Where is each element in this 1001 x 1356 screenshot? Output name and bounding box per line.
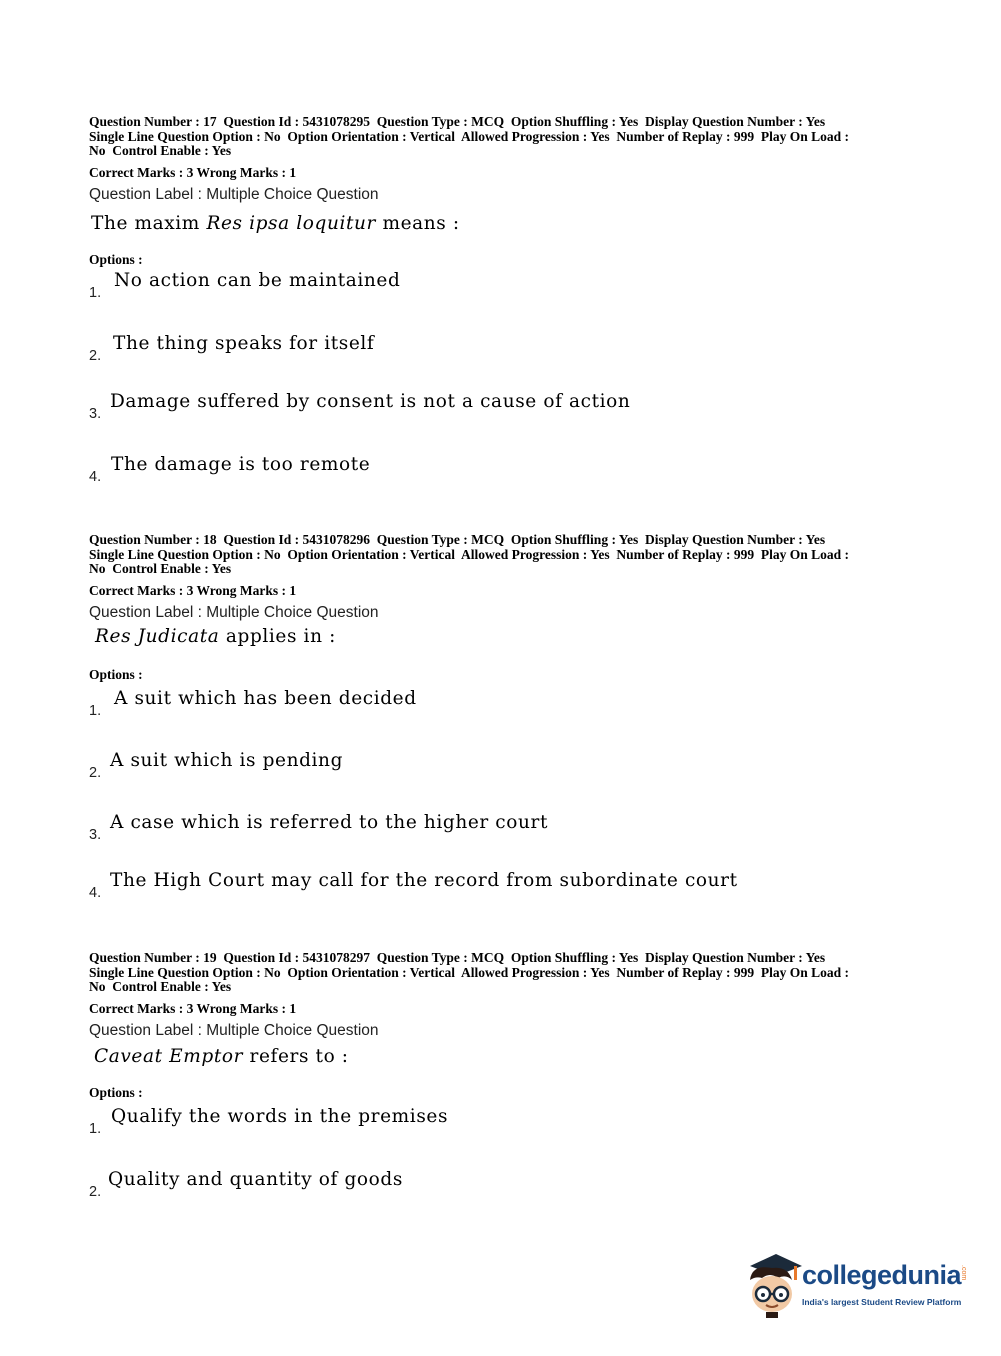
- question-stem: The maxim Res ipsa loquitur means :: [91, 212, 460, 234]
- option-number: 2.: [89, 1184, 102, 1200]
- logo-tagline: India's largest Student Review Platform: [802, 1297, 962, 1307]
- option-number: 1.: [89, 285, 102, 301]
- option-text: Damage suffered by consent is not a cause of action: [110, 391, 631, 412]
- question-meta: Question Number : 19 Question Id : 5431078297 Question Type : MCQ Option Shuffling : Yes Display Question Number : Yes Single Line Question Option : No Option Orientation : Vertical Allowed Progression : Yes Number of Replay : 999 Play On Load : No Control Enable : Yes: [89, 950, 850, 995]
- question-meta: Question Number : 17 Question Id : 5431078295 Question Type : MCQ Option Shuffling : Yes Display Question Number : Yes Single Line Question Option : No Option Orientation : Vertical Allowed Progression : Yes Number of Replay : 999 Play On Load : No Control Enable : Yes: [89, 114, 850, 159]
- option-number: 3.: [89, 827, 102, 843]
- option-number: 2.: [89, 348, 102, 364]
- options-title: Options :: [89, 251, 143, 267]
- option-number: 4.: [89, 885, 102, 901]
- question-block-18: [89, 533, 949, 683]
- option-text: No action can be maintained: [114, 270, 401, 291]
- option-number: 1.: [89, 703, 102, 719]
- option-text: A case which is referred to the higher court: [110, 812, 548, 833]
- logo-wordmark: collegedunia: [802, 1260, 962, 1290]
- option-text: The thing speaks for itself: [113, 333, 375, 354]
- collegedunia-logo[interactable]: [742, 1250, 972, 1320]
- question-marks: Correct Marks : 3 Wrong Marks : 1: [89, 582, 297, 598]
- option-number: 2.: [89, 765, 102, 781]
- option-number: 4.: [89, 469, 102, 485]
- question-label: Question Label : Multiple Choice Question: [89, 1021, 379, 1039]
- question-label: Question Label : Multiple Choice Question: [89, 185, 379, 203]
- option-text: A suit which has been decided: [114, 688, 417, 709]
- option-text: The High Court may call for the record from subordinate court: [110, 870, 738, 891]
- question-marks: Correct Marks : 3 Wrong Marks : 1: [89, 1000, 297, 1016]
- question-marks: Correct Marks : 3 Wrong Marks : 1: [89, 164, 297, 180]
- mascot-icon: [742, 1250, 804, 1320]
- options-title: Options :: [89, 1084, 143, 1100]
- question-stem: Res Judicata applies in :: [95, 625, 336, 647]
- option-text: Qualify the words in the premises: [111, 1106, 449, 1127]
- question-block-19: [89, 951, 949, 1101]
- option-number: 3.: [89, 406, 102, 422]
- question-label: Question Label : Multiple Choice Question: [89, 603, 379, 621]
- options-title: Options :: [89, 666, 143, 682]
- option-text: The damage is too remote: [111, 454, 371, 475]
- logo-com: .com: [960, 1265, 967, 1281]
- question-meta: Question Number : 18 Question Id : 5431078296 Question Type : MCQ Option Shuffling : Yes Display Question Number : Yes Single Line Question Option : No Option Orientation : Vertical Allowed Progression : Yes Number of Replay : 999 Play On Load : No Control Enable : Yes: [89, 532, 850, 577]
- option-number: 1.: [89, 1121, 102, 1137]
- question-block-17: [89, 115, 949, 268]
- option-text: Quality and quantity of goods: [108, 1169, 403, 1190]
- question-stem: Caveat Emptor refers to :: [94, 1045, 349, 1067]
- option-text: A suit which is pending: [110, 750, 344, 771]
